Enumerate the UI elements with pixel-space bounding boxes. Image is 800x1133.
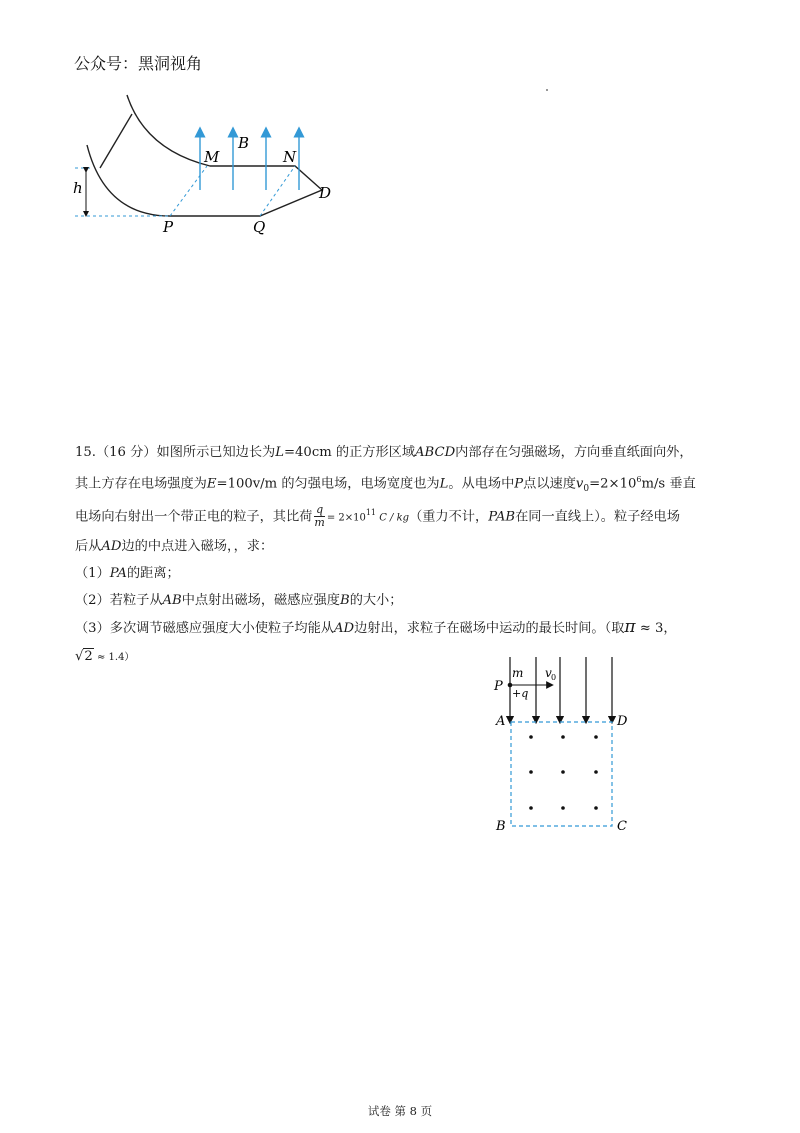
text: （2）若粒子从	[75, 593, 163, 608]
label-v-sub: 0	[551, 673, 557, 682]
text: 电场向右射出一个带正电的粒子，其比荷	[75, 509, 313, 525]
problem-line-4	[75, 536, 273, 557]
sqrt-2: √2	[75, 649, 93, 664]
bfield-dot	[561, 770, 565, 774]
bfield-dot	[594, 770, 598, 774]
sub-0: 0	[583, 484, 590, 495]
problem-points: （16 分）	[95, 445, 157, 460]
bfield-dot	[594, 806, 598, 810]
label-A: A	[496, 714, 506, 729]
text: 点以速度	[523, 476, 576, 492]
var-B: B	[339, 593, 350, 608]
var-ABCD: ABCD	[415, 445, 456, 460]
bfield-dot	[561, 806, 565, 810]
var-AB: AB	[162, 593, 182, 608]
question-3	[75, 617, 677, 639]
unit-ckg: C / kg	[376, 512, 410, 524]
text: 中点射出磁场，磁感应强度	[181, 593, 340, 608]
var-L: L	[439, 476, 449, 492]
label-m: m	[512, 666, 524, 680]
var-L: L	[275, 445, 284, 460]
label-C: C	[617, 819, 627, 834]
label-B: B	[238, 134, 250, 152]
figure-field-square	[488, 652, 648, 842]
frac-den: m	[314, 516, 325, 530]
text: （3）多次调节磁感应强度大小使粒子均能从	[75, 621, 334, 636]
label-D: D	[617, 714, 628, 729]
label-D: D	[319, 184, 332, 202]
label-v: v	[545, 666, 552, 680]
text: m/s 垂直	[641, 476, 696, 492]
label-B: B	[496, 819, 506, 834]
label-P: P	[163, 218, 174, 236]
watermark-text: 公众号：黑洞视角	[74, 54, 203, 73]
frac-num: q	[316, 503, 324, 517]
var-E: E	[206, 476, 217, 492]
label-Q: Q	[253, 218, 266, 236]
text: =40cm 的正方形区域	[283, 445, 416, 460]
problem-line-1	[75, 442, 693, 463]
exp-11: 11	[365, 508, 377, 517]
question-1	[75, 563, 180, 584]
radicand: 2	[84, 649, 93, 664]
var-AD: AD	[333, 621, 355, 636]
symbol-pi: π	[624, 617, 636, 637]
bfield-dot	[561, 735, 565, 739]
text: ≈ 1.4）	[93, 652, 135, 663]
exp-6: 6	[636, 475, 642, 484]
text: 。从电场中	[448, 476, 515, 492]
fraction-q-over-m	[314, 504, 324, 529]
text: = 2×10	[326, 512, 366, 524]
text: 其上方存在电场强度为	[75, 476, 207, 492]
text: （1）	[75, 566, 110, 581]
var-P: P	[514, 476, 524, 492]
stray-mark	[546, 89, 548, 91]
text: 内部存在匀强磁场，方向垂直纸面向外，	[455, 445, 693, 460]
bfield-dot	[594, 735, 598, 739]
text: 如图所示已知边长为	[156, 445, 276, 460]
page-footer: 试卷 第 8 页	[367, 1104, 433, 1118]
upper-line	[100, 114, 132, 168]
figure-track	[70, 90, 340, 250]
question-2	[75, 590, 402, 611]
label-plus-q: +q	[512, 687, 529, 700]
var-PAB: PAB	[488, 509, 516, 525]
problem-line-2	[75, 469, 696, 500]
bfield-dot	[529, 806, 533, 810]
label-h: h	[73, 179, 83, 197]
text: 边射出，求粒子在磁场中运动的最长时间。（取	[354, 621, 625, 636]
problem-line-3	[75, 502, 680, 529]
var-v: v	[575, 476, 584, 492]
text: 边的中点进入磁场，，求：	[121, 539, 274, 554]
var-PA: PA	[109, 566, 127, 581]
problem-number: 15.	[75, 445, 96, 460]
text: =2×10	[589, 476, 637, 492]
text: 的大小；	[349, 593, 403, 608]
text: （重力不计，	[409, 509, 489, 525]
label-M: M	[204, 148, 220, 166]
text: ≈ 3，	[635, 621, 677, 636]
bfield-dot	[529, 770, 533, 774]
label-N: N	[283, 148, 297, 166]
text: 的距离；	[126, 566, 180, 581]
bfield-dot	[529, 735, 533, 739]
text: 在同一直线上）。粒子经电场	[515, 509, 680, 525]
text: 后从	[75, 539, 102, 554]
question-3-cont	[75, 646, 134, 668]
label-P: P	[494, 679, 503, 694]
dashed-PM	[170, 166, 207, 216]
text: =100v/m 的匀强电场，电场宽度也为	[216, 476, 440, 492]
var-AD: AD	[101, 539, 122, 554]
